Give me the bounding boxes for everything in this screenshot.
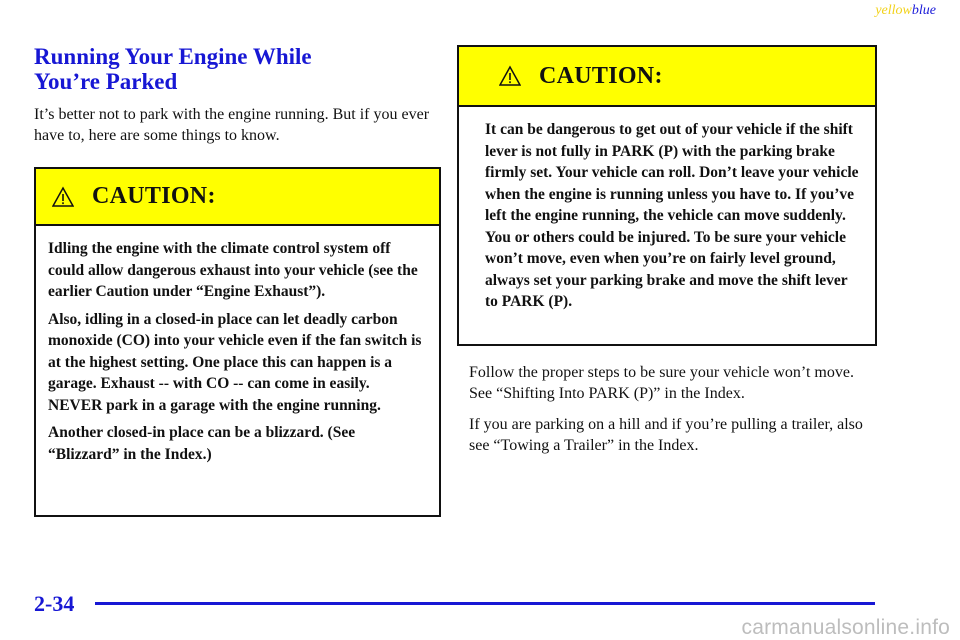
caution-heading: CAUTION: [539, 62, 663, 89]
page-title [34, 44, 434, 94]
body-paragraph: If you are parking on a hill and if you’re pulling a trailer, also see “Towing a Trailer” in the Index. [469, 416, 863, 454]
color-tag [875, 3, 936, 19]
intro-paragraph: It’s better not to park with the engine running. But if you ever have to, here are some things to know. [34, 106, 430, 144]
body-paragraph: Follow the proper steps to be sure your vehicle won’t move. See “Shifting Into PARK (P)” in the Index. [469, 364, 854, 402]
caution-paragraph: Also, idling in a closed-in place can let deadly carbon monoxide (CO) into your vehicle even if the fan switch is at the highest setting. One place this can happen is a garage. Exhaust -- with CO -- can come in easily. NEVER park in a garage with the engine running. [48, 310, 422, 414]
caution-paragraph: It can be dangerous to get out of your vehicle if the shift lever is not fully in PARK (P) with the parking brake firmly set. Your vehicle can roll. Don’t leave your vehicle when the engine is running unless you have to. If you’ve left the engine running, the vehicle can move suddenly. You or others could be injured. To be sure your vehicle won’t move, even when you’re on fairly level ground, always set your parking brake and move the shift lever to PARK (P). [485, 121, 859, 310]
title-line-2: You’re Parked [34, 69, 178, 94]
caution-paragraph: Another closed-in place can be a blizzard. (See “Blizzard” in the Index.) [48, 424, 356, 463]
caution-box-exhaust [34, 167, 441, 517]
caution-header [459, 47, 875, 107]
tag-yellow: yellow [875, 3, 912, 18]
warning-triangle-icon [52, 186, 74, 208]
caution-body [459, 107, 875, 313]
watermark: carmanualsonline.info [741, 616, 950, 639]
caution-header [36, 169, 439, 226]
warning-triangle-icon [499, 65, 521, 87]
caution-paragraph: Idling the engine with the climate control system off could allow dangerous exhaust into your vehicle (see the earlier Caution under “Engine Exhaust”). [48, 240, 418, 300]
caution-box-shift-lever [457, 45, 877, 346]
title-line-1: Running Your Engine While [34, 44, 312, 69]
caution-heading: CAUTION: [92, 183, 216, 209]
caution-body [36, 226, 439, 465]
parking-instructions [469, 362, 869, 466]
footer-rule [95, 602, 875, 605]
page-number: 2-34 [34, 591, 75, 616]
tag-blue: blue [911, 3, 936, 18]
